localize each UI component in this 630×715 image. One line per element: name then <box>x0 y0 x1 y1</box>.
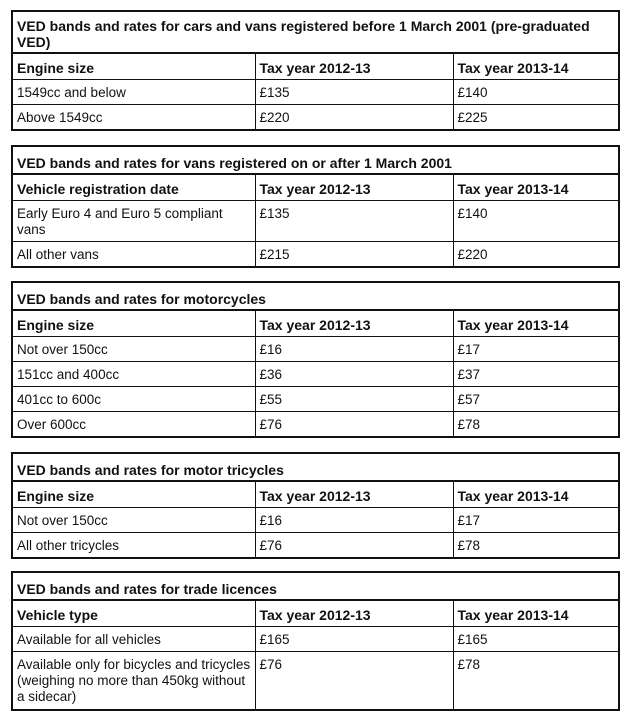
header-row <box>12 53 619 80</box>
rate-cell: £140 <box>453 201 619 242</box>
table-row <box>12 362 619 387</box>
column-header: Tax year 2013-14 <box>453 481 619 508</box>
row-label: Available for all vehicles <box>12 627 255 652</box>
table-title: VED bands and rates for trade licences <box>12 572 619 600</box>
header-row <box>12 174 619 201</box>
table-row <box>12 533 619 559</box>
column-header: Tax year 2013-14 <box>453 53 619 80</box>
table-row <box>12 105 619 131</box>
row-label: Not over 150cc <box>12 508 255 533</box>
rate-cell: £135 <box>255 80 453 105</box>
table-row <box>12 627 619 652</box>
rate-cell: £225 <box>453 105 619 131</box>
rate-cell: £16 <box>255 508 453 533</box>
rate-cell: £165 <box>453 627 619 652</box>
row-label: All other vans <box>12 242 255 268</box>
table-row <box>12 337 619 362</box>
rate-cell: £76 <box>255 652 453 711</box>
column-header: Tax year 2012-13 <box>255 310 453 337</box>
column-header: Engine size <box>12 310 255 337</box>
table-title: VED bands and rates for motor tricycles <box>12 453 619 481</box>
header-row <box>12 481 619 508</box>
row-label: All other tricycles <box>12 533 255 559</box>
ved-table-motorcycles <box>11 281 620 438</box>
header-row <box>12 310 619 337</box>
table-row <box>12 80 619 105</box>
rate-cell: £17 <box>453 337 619 362</box>
column-header: Tax year 2013-14 <box>453 600 619 627</box>
table-title: VED bands and rates for cars and vans registered before 1 March 2001 (pre-graduated VED) <box>12 11 619 53</box>
rate-cell: £220 <box>453 242 619 268</box>
rate-cell: £76 <box>255 533 453 559</box>
rate-cell: £140 <box>453 80 619 105</box>
rate-cell: £78 <box>453 412 619 438</box>
column-header: Tax year 2013-14 <box>453 310 619 337</box>
table-row <box>12 242 619 268</box>
row-label: Above 1549cc <box>12 105 255 131</box>
table-row <box>12 412 619 438</box>
table-title: VED bands and rates for motorcycles <box>12 282 619 310</box>
row-label: Over 600cc <box>12 412 255 438</box>
table-row <box>12 508 619 533</box>
row-label: 1549cc and below <box>12 80 255 105</box>
column-header: Vehicle type <box>12 600 255 627</box>
ved-table-vans-post-2001 <box>11 145 620 268</box>
rate-cell: £16 <box>255 337 453 362</box>
rate-cell: £17 <box>453 508 619 533</box>
ved-table-motor-tricycles <box>11 452 620 559</box>
row-label: 401cc to 600c <box>12 387 255 412</box>
ved-table-cars-vans-pre-2001 <box>11 10 620 131</box>
column-header: Engine size <box>12 53 255 80</box>
column-header: Tax year 2012-13 <box>255 481 453 508</box>
row-label: Available only for bicycles and tricycles (weighing no more than 450kg without a sidecar) <box>12 652 255 711</box>
column-header: Engine size <box>12 481 255 508</box>
row-label: Early Euro 4 and Euro 5 compliant vans <box>12 201 255 242</box>
ved-table-trade-licences <box>11 571 620 711</box>
column-header: Tax year 2012-13 <box>255 174 453 201</box>
rate-cell: £55 <box>255 387 453 412</box>
table-row <box>12 652 619 711</box>
rate-cell: £220 <box>255 105 453 131</box>
header-row <box>12 600 619 627</box>
rate-cell: £78 <box>453 652 619 711</box>
column-header: Tax year 2013-14 <box>453 174 619 201</box>
row-label: Not over 150cc <box>12 337 255 362</box>
rate-cell: £76 <box>255 412 453 438</box>
rate-cell: £36 <box>255 362 453 387</box>
column-header: Tax year 2012-13 <box>255 53 453 80</box>
rate-cell: £135 <box>255 201 453 242</box>
table-row <box>12 387 619 412</box>
column-header: Tax year 2012-13 <box>255 600 453 627</box>
rate-cell: £78 <box>453 533 619 559</box>
rate-cell: £215 <box>255 242 453 268</box>
row-label: 151cc and 400cc <box>12 362 255 387</box>
table-row <box>12 201 619 242</box>
table-title: VED bands and rates for vans registered on or after 1 March 2001 <box>12 146 619 174</box>
rate-cell: £57 <box>453 387 619 412</box>
rate-cell: £37 <box>453 362 619 387</box>
column-header: Vehicle registration date <box>12 174 255 201</box>
rate-cell: £165 <box>255 627 453 652</box>
